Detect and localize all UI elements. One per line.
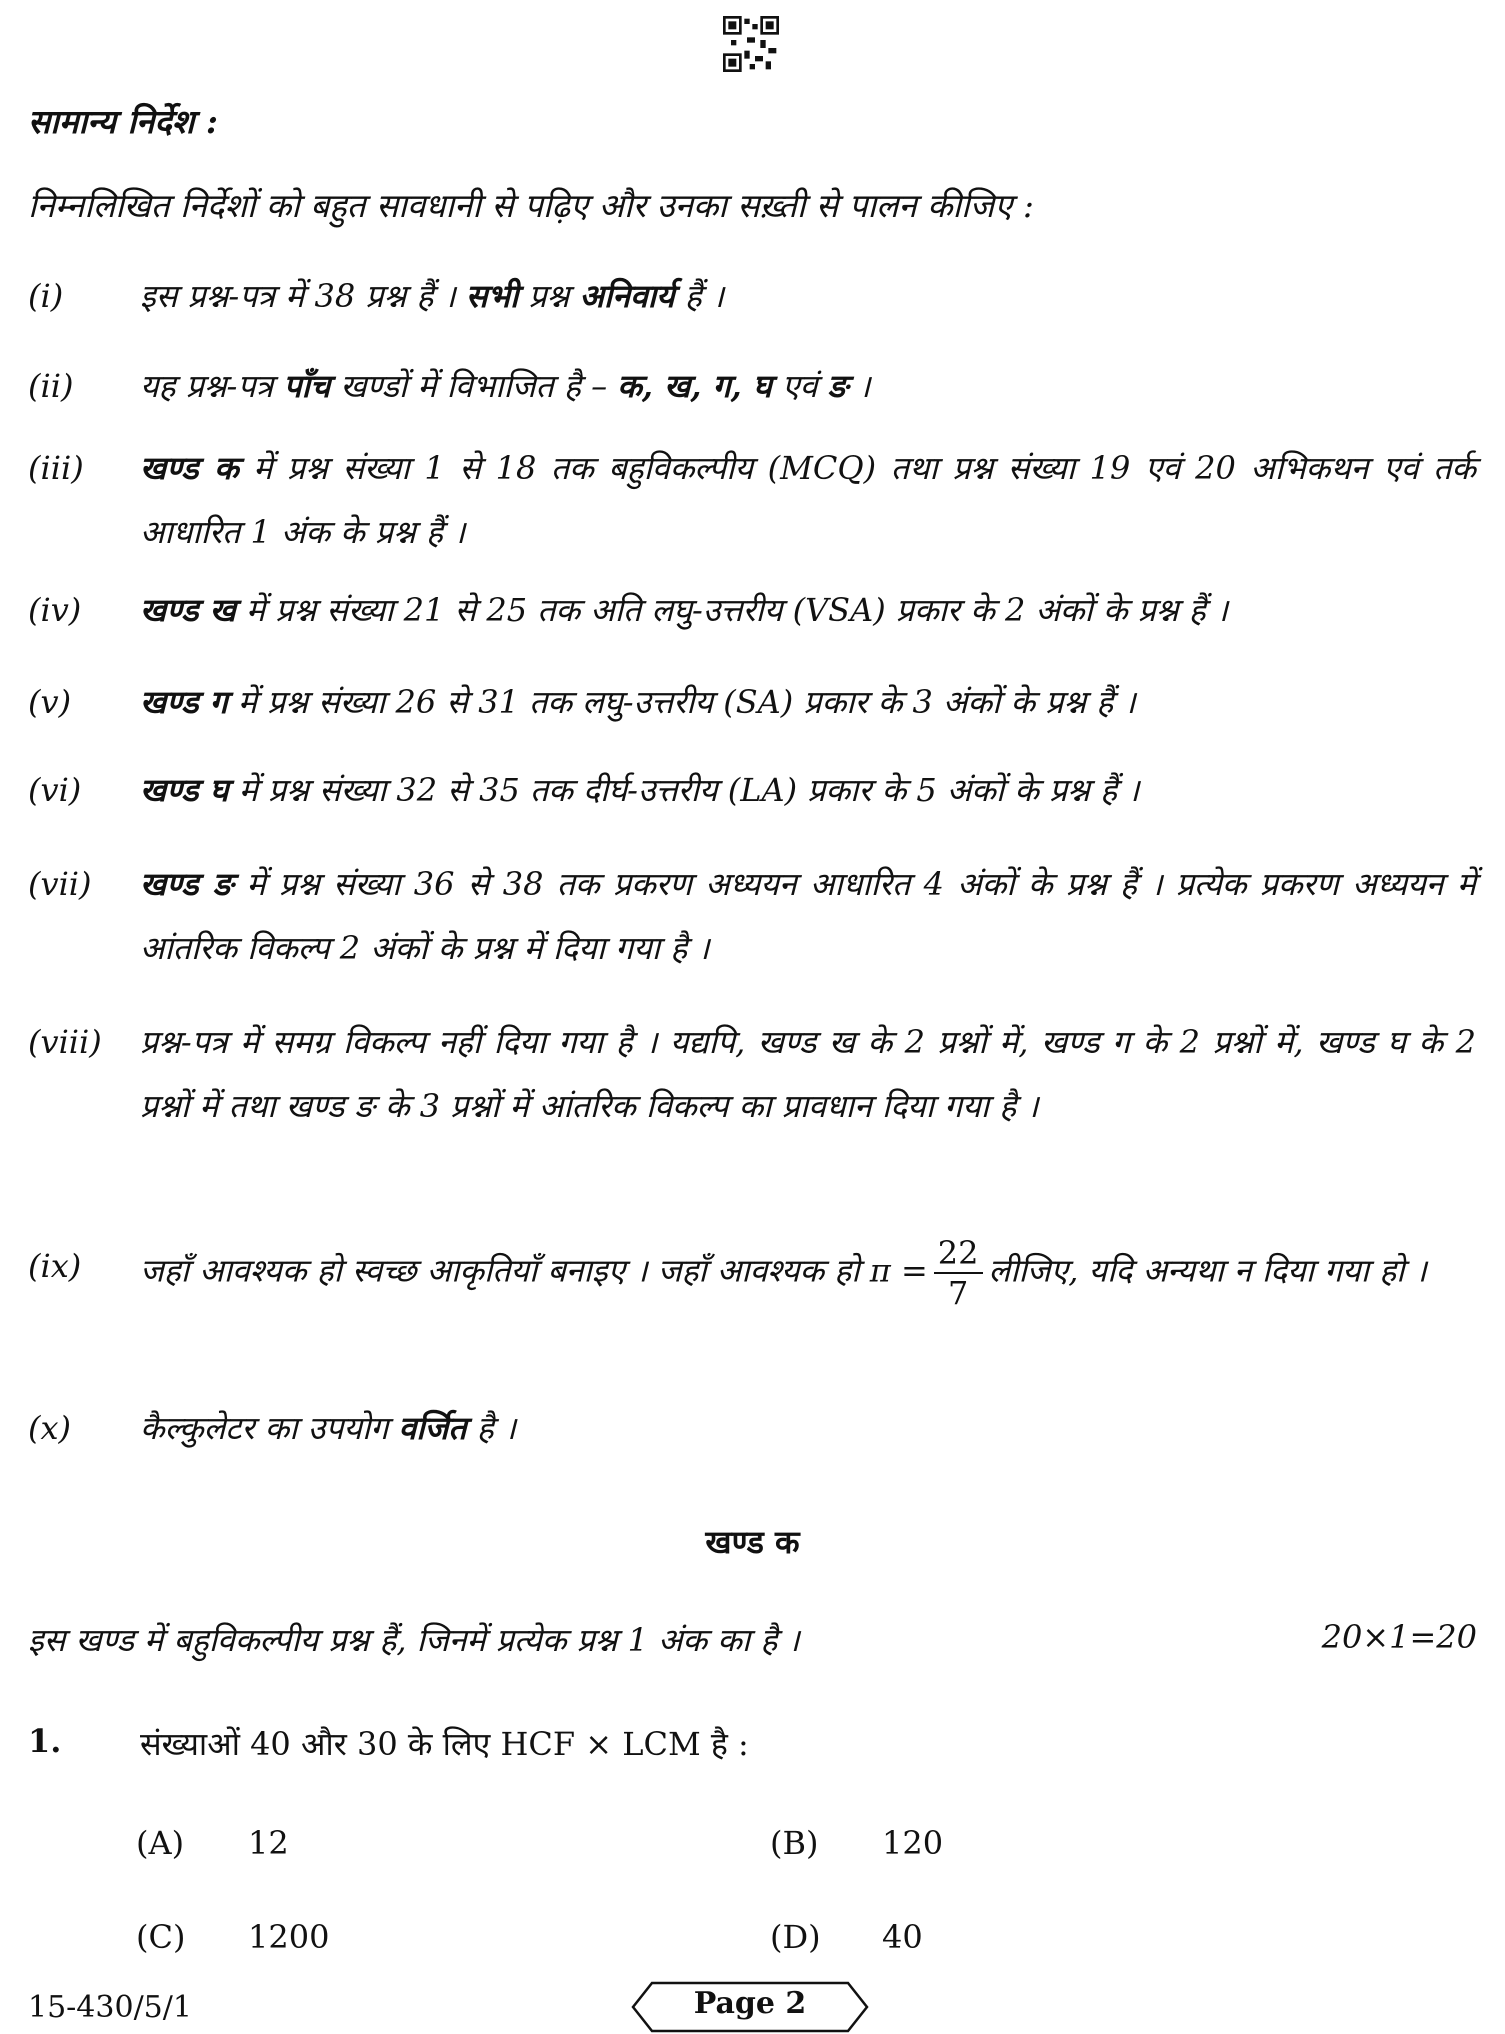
instruction-number: (ix) bbox=[28, 1247, 82, 1285]
instruction-item: (vii) खण्ड ङ में प्रश्न संख्या 36 से 38 तक प्रकरण अध्ययन आधारित 4 अंकों के प्रश्न हैं । प्रत्येक प्रकरण अध्ययन में आंतरिक विकल्प 2 अंकों के प्रश्न में दिया गया है । bbox=[28, 852, 1476, 980]
instruction-number: (iii) bbox=[28, 449, 84, 487]
instruction-item: (v) खण्ड ग में प्रश्न संख्या 26 से 31 तक लघु-उत्तरीय (SA) प्रकार के 3 अंकों के प्रश्न हैं । bbox=[28, 670, 1476, 734]
option-d: (D) 40 bbox=[770, 1918, 923, 1956]
instruction-number: (vii) bbox=[28, 865, 92, 903]
instruction-item: (ii) यह प्रश्न-पत्र पाँच खण्डों में विभाजित है – क, ख, ग, घ एवं ङ । bbox=[28, 354, 1476, 418]
instruction-item: (i) इस प्रश्न-पत्र में 38 प्रश्न हैं । सभी प्रश्न अनिवार्य हैं । bbox=[28, 264, 1476, 328]
section-title: खण्ड क bbox=[705, 1523, 800, 1561]
instruction-number: (vi) bbox=[28, 771, 82, 809]
section-marks: 20×1=20 bbox=[1321, 1618, 1477, 1656]
instruction-number: (iv) bbox=[28, 591, 82, 629]
instruction-number: (viii) bbox=[28, 1023, 102, 1061]
instruction-number: (i) bbox=[28, 277, 64, 315]
instruction-item: (viii) प्रश्न-पत्र में समग्र विकल्प नहीं दिया गया है । यद्यपि, खण्ड ख के 2 प्रश्नों में, खण्ड ग के 2 प्रश्नों में, खण्ड घ के 2 प्रश्नों में तथा खण्ड ङ के 3 प्रश्नों में आंतरिक विकल्प का प्रावधान दिया गया है । bbox=[28, 1010, 1476, 1138]
instruction-item: (ix) जहाँ आवश्यक हो स्वच्छ आकृतियाँ बनाइए । जहाँ आवश्यक हो π = $\frac{22}{7}$ लीजिए, यदि अन्यथा न दिया गया हो । bbox=[28, 1234, 1427, 1312]
instruction-number: (ii) bbox=[28, 367, 74, 405]
question-text: संख्याओं 40 और 30 के लिए HCF × LCM है : bbox=[140, 1725, 749, 1763]
instruction-item: (iii) खण्ड क में प्रश्न संख्या 1 से 18 तक बहुविकल्पीय (MCQ) तथा प्रश्न संख्या 19 एवं 20 अभिकथन एवं तर्क आधारित 1 अंक के प्रश्न हैं । bbox=[28, 436, 1476, 564]
instruction-item: (x) कैल्कुलेटर का उपयोग वर्जित है । bbox=[28, 1396, 1476, 1460]
instruction-number: (v) bbox=[28, 683, 72, 721]
instruction-number: (x) bbox=[28, 1409, 72, 1447]
page-number: Page 2 bbox=[693, 1986, 807, 2021]
option-b: (B) 120 bbox=[770, 1824, 944, 1862]
paper-code: 15-430/5/1 bbox=[28, 1990, 192, 2025]
instruction-item: (vi) खण्ड घ में प्रश्न संख्या 32 से 35 तक दीर्घ-उत्तरीय (LA) प्रकार के 5 अंकों के प्रश्न हैं । bbox=[28, 758, 1476, 822]
section-description: इस खण्ड में बहुविकल्पीय प्रश्न हैं, जिनमें प्रत्येक प्रश्न 1 अंक का है । bbox=[28, 1621, 800, 1659]
option-a: (A) 12 bbox=[136, 1824, 289, 1862]
option-c: (C) 1200 bbox=[136, 1918, 330, 1956]
qr-code-image bbox=[723, 16, 779, 72]
general-instructions-heading: सामान्य निर्देश : bbox=[28, 102, 218, 141]
question-number: 1. bbox=[28, 1722, 62, 1760]
instructions-intro: निम्नलिखित निर्देशों को बहुत सावधानी से पढ़िए और उनका सख़्ती से पालन कीजिए : bbox=[28, 186, 1034, 225]
pi-fraction: $\frac{22}{7}$ bbox=[934, 1234, 983, 1312]
instruction-item: (iv) खण्ड ख में प्रश्न संख्या 21 से 25 तक अति लघु-उत्तरीय (VSA) प्रकार के 2 अंकों के प्रश्न हैं । bbox=[28, 578, 1476, 642]
